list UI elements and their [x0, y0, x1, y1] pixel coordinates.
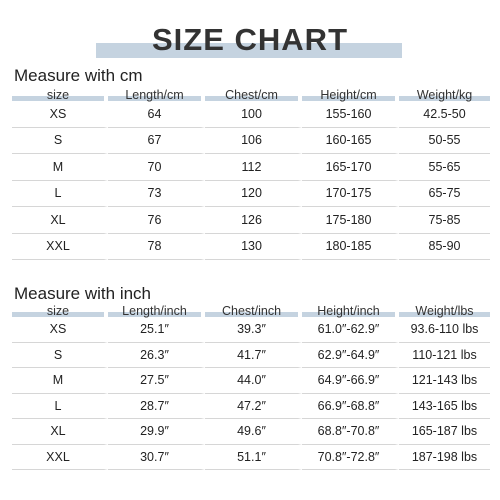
cell-height: 61.0″-62.9″ — [302, 317, 399, 343]
cm-header-row — [12, 90, 490, 101]
cm-size-table — [12, 90, 490, 260]
cell-height: 175-180 — [302, 207, 399, 234]
cell-length: 26.3″ — [108, 343, 205, 369]
cell-chest: 41.7″ — [205, 343, 302, 369]
table-row — [12, 368, 490, 394]
cell-length: 78 — [108, 234, 205, 261]
cell-height: 70.8″-72.8″ — [302, 445, 399, 471]
cell-size: XXL — [12, 445, 108, 471]
cell-height: 62.9″-64.9″ — [302, 343, 399, 369]
cell-chest: 106 — [205, 128, 302, 155]
cell-length: 25.1″ — [108, 317, 205, 343]
cell-size: S — [12, 128, 108, 155]
cell-size: L — [12, 394, 108, 420]
inch-header-height: Height/inch — [302, 306, 399, 317]
table-row — [12, 234, 490, 261]
cell-height: 165-170 — [302, 154, 399, 181]
cell-size: XS — [12, 101, 108, 128]
table-row — [12, 154, 490, 181]
cell-height: 68.8″-70.8″ — [302, 419, 399, 445]
table-row — [12, 101, 490, 128]
cell-height: 160-165 — [302, 128, 399, 155]
cell-weight: 143-165 lbs — [399, 394, 490, 420]
table-row — [12, 128, 490, 155]
table-row — [12, 394, 490, 420]
title-block — [0, 18, 500, 62]
cm-section-heading: Measure with cm — [14, 66, 143, 85]
cell-weight: 50-55 — [399, 128, 490, 155]
cell-chest: 39.3″ — [205, 317, 302, 343]
cell-chest: 47.2″ — [205, 394, 302, 420]
table-row — [12, 207, 490, 234]
cell-length: 70 — [108, 154, 205, 181]
cell-weight: 75-85 — [399, 207, 490, 234]
inch-header-weight: Weight/lbs — [399, 306, 490, 317]
cell-size: L — [12, 181, 108, 208]
cell-size: S — [12, 343, 108, 369]
cell-length: 73 — [108, 181, 205, 208]
cell-length: 27.5″ — [108, 368, 205, 394]
cell-height: 64.9″-66.9″ — [302, 368, 399, 394]
inch-header-chest: Chest/inch — [205, 306, 302, 317]
inch-section-heading: Measure with inch — [14, 284, 152, 303]
inch-header-length: Length/inch — [108, 306, 205, 317]
cell-chest: 126 — [205, 207, 302, 234]
cell-size: XS — [12, 317, 108, 343]
cell-weight: 121-143 lbs — [399, 368, 490, 394]
table-row — [12, 445, 490, 471]
table-row — [12, 181, 490, 208]
cell-chest: 51.1″ — [205, 445, 302, 471]
inch-header-size: size — [12, 306, 108, 317]
cell-chest: 100 — [205, 101, 302, 128]
cell-length: 30.7″ — [108, 445, 205, 471]
cm-header-length: Length/cm — [108, 90, 205, 101]
cell-height: 180-185 — [302, 234, 399, 261]
cell-length: 76 — [108, 207, 205, 234]
table-row — [12, 317, 490, 343]
cell-height: 155-160 — [302, 101, 399, 128]
cell-weight: 65-75 — [399, 181, 490, 208]
inch-size-table — [12, 306, 490, 470]
cell-size: XXL — [12, 234, 108, 261]
cell-height: 66.9″-68.8″ — [302, 394, 399, 420]
cm-header-weight: Weight/kg — [399, 90, 490, 101]
cell-chest: 120 — [205, 181, 302, 208]
cell-chest: 44.0″ — [205, 368, 302, 394]
cell-length: 67 — [108, 128, 205, 155]
cm-header-size: size — [12, 90, 108, 101]
cell-size: M — [12, 154, 108, 181]
cell-length: 64 — [108, 101, 205, 128]
cell-chest: 112 — [205, 154, 302, 181]
cell-chest: 130 — [205, 234, 302, 261]
cell-weight: 110-121 lbs — [399, 343, 490, 369]
cell-weight: 165-187 lbs — [399, 419, 490, 445]
cell-weight: 93.6-110 lbs — [399, 317, 490, 343]
cell-size: XL — [12, 207, 108, 234]
table-row — [12, 419, 490, 445]
inch-header-row — [12, 306, 490, 317]
cell-weight: 187-198 lbs — [399, 445, 490, 471]
cm-header-chest: Chest/cm — [205, 90, 302, 101]
cell-weight: 42.5-50 — [399, 101, 490, 128]
cell-height: 170-175 — [302, 181, 399, 208]
table-row — [12, 343, 490, 369]
cell-weight: 85-90 — [399, 234, 490, 261]
page-title: SIZE CHART — [152, 22, 348, 57]
cell-length: 28.7″ — [108, 394, 205, 420]
cell-length: 29.9″ — [108, 419, 205, 445]
cm-header-height: Height/cm — [302, 90, 399, 101]
cell-chest: 49.6″ — [205, 419, 302, 445]
cell-weight: 55-65 — [399, 154, 490, 181]
cell-size: M — [12, 368, 108, 394]
cell-size: XL — [12, 419, 108, 445]
